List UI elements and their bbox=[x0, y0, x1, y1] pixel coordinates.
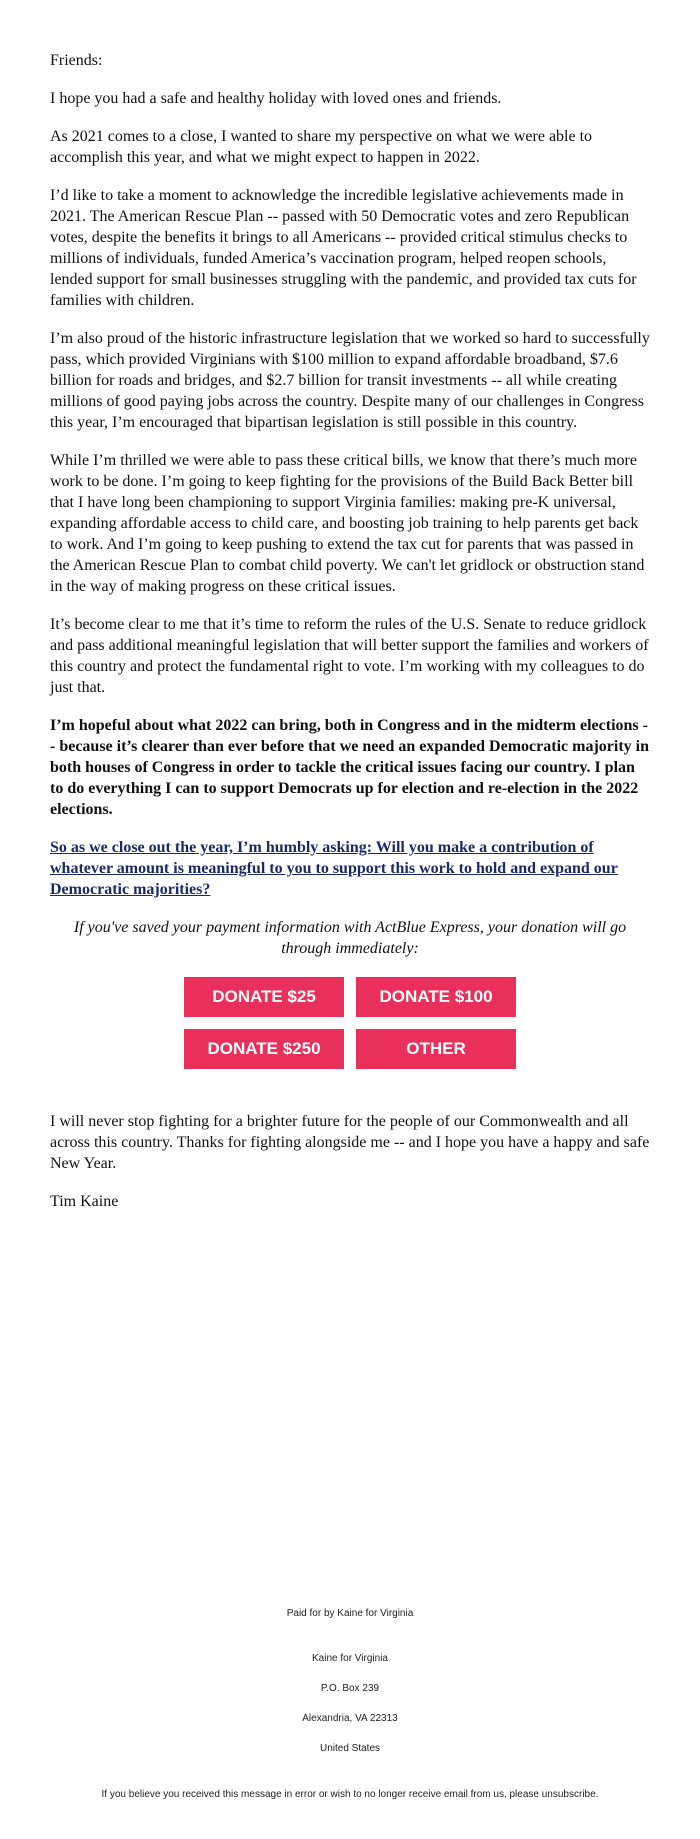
footer-org: Kaine for Virginia bbox=[312, 1653, 388, 1664]
paragraph-hopeful-2022: I’m hopeful about what 2022 can bring, both in Congress and in the midterm elections -- because it’s clearer than ever before that we need an expanded Democratic majority in both houses of Congress in order to tackle the critical issues facing our country. I plan to do everything I can to support Democrats up for election and re-election in the 2022 elections. bbox=[50, 717, 649, 818]
greeting: Friends: bbox=[50, 52, 103, 69]
paragraph-holiday: I hope you had a safe and healthy holiday with loved ones and friends. bbox=[50, 90, 502, 107]
actblue-express-note: If you've saved your payment information with ActBlue Express, your donation will go through immediately: bbox=[73, 919, 627, 957]
donate-button-grid bbox=[50, 977, 650, 1069]
paragraph-rescue-plan: I’d like to take a moment to acknowledge the incredible legislative achievements made in 2021. The American Rescue Plan -- passed with 50 Democratic votes and zero Republican votes, despite the benefits it brings to all Americans -- provided critical stimulus checks to millions of individuals, funded America’s vaccination program, helped reopen schools, lended support for small businesses struggling with the pandemic, and provided tax cuts for families with children. bbox=[50, 187, 637, 309]
footer bbox=[0, 1608, 700, 1819]
email-body bbox=[50, 50, 650, 1229]
footer-po-box: P.O. Box 239 bbox=[320, 1683, 380, 1694]
footer-city: Alexandria, VA 22313 bbox=[302, 1713, 398, 1724]
footer-unsubscribe[interactable]: If you believe you received this message in error or wish to no longer receive email from us, please unsubscribe. bbox=[101, 1789, 599, 1800]
closing-paragraph: I will never stop fighting for a brighter future for the people of our Commonwealth and all across this country. Thanks for fighting alongside me -- and I hope you have a happy and safe New Year. bbox=[50, 1113, 650, 1172]
paragraph-build-back-better: While I’m thrilled we were able to pass these critical bills, we know that there’s much more work to be done. I’m going to keep fighting for the provisions of the Build Back Better bill that I have long been championing to support Virginia families: making pre-K universal, expanding affordable access to child care, and boosting job training to help parents get back to work. And I’m going to keep pushing to extend the tax cut for parents that was passed in the American Rescue Plan to combat child poverty. We can't let gridlock or obstruction stand in the way of making progress on these critical issues. bbox=[50, 452, 645, 595]
paragraph-perspective: As 2021 comes to a close, I wanted to share my perspective on what we were able to accomplish this year, and what we might expect to happen in 2022. bbox=[50, 128, 593, 166]
signature: Tim Kaine bbox=[50, 1193, 119, 1210]
donate-250-button[interactable]: DONATE $250 bbox=[184, 1029, 344, 1069]
paragraph-infrastructure: I’m also proud of the historic infrastructure legislation that we worked so hard to successfully pass, which provided Virginians with $100 million to expand affordable broadband, $7.6 billion for roads and bridges, and $2.7 billion for transit investments -- all while creating millions of good paying jobs across the country. Despite many of our challenges in Congress this year, I’m encouraged that bipartisan legislation is still possible in this country. bbox=[50, 330, 650, 431]
donate-25-button[interactable]: DONATE $25 bbox=[184, 977, 344, 1017]
footer-paid-for: Paid for by Kaine for Virginia bbox=[286, 1608, 414, 1619]
contribution-ask-link[interactable]: So as we close out the year, I’m humbly asking: Will you make a contribution of whatever amount is meaningful to you to support this work to hold and expand our Democratic majorities? bbox=[50, 839, 618, 898]
donate-other-button[interactable]: OTHER bbox=[356, 1029, 516, 1069]
donate-100-button[interactable]: DONATE $100 bbox=[356, 977, 516, 1017]
footer-country: United States bbox=[319, 1743, 381, 1754]
paragraph-senate-reform: It’s become clear to me that it’s time to reform the rules of the U.S. Senate to reduce gridlock and pass additional meaningful legislation that will better support the families and workers of this country and protect the fundamental right to vote. I’m working with my colleagues to do just that. bbox=[50, 616, 649, 696]
